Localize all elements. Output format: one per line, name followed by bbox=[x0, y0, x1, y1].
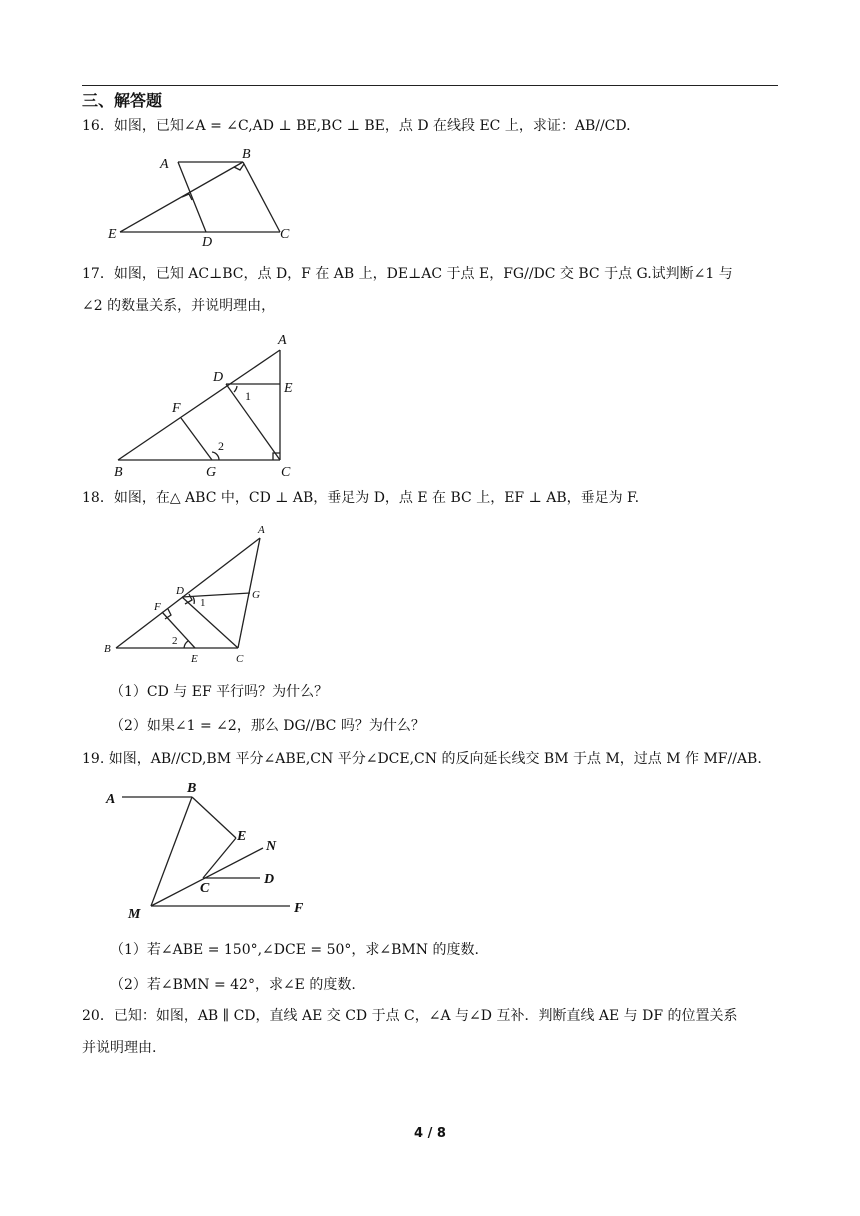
question-18-part2: （2）如果∠1 = ∠2，那么 DG//BC 吗？为什么？ bbox=[110, 718, 425, 734]
fig19-label-e: E bbox=[237, 829, 247, 844]
question-16-text: 16．如图，已知∠A = ∠C,AD ⊥ BE,BC ⊥ BE，点 D 在线段 EC 上，求证：AB//CD. bbox=[82, 118, 631, 134]
question-18-part1: （1）CD 与 EF 平行吗？为什么？ bbox=[110, 684, 329, 700]
fig19-label-n: N bbox=[266, 839, 277, 854]
figure-18 bbox=[100, 520, 275, 670]
fig18-label-g: G bbox=[252, 589, 260, 601]
fig18-label-2: 2 bbox=[172, 635, 178, 647]
fig16-label-c: C bbox=[280, 227, 290, 242]
fig19-label-b: B bbox=[187, 781, 197, 796]
fig16-label-d: D bbox=[202, 235, 213, 247]
fig18-label-d: D bbox=[176, 585, 184, 597]
fig16-label-b: B bbox=[242, 147, 251, 162]
fig17-label-b: B bbox=[114, 465, 123, 480]
fig18-label-1: 1 bbox=[200, 597, 206, 609]
question-20-line2: 并说明理由. bbox=[82, 1040, 157, 1056]
figure-16 bbox=[100, 142, 300, 247]
fig17-label-e: E bbox=[284, 381, 293, 396]
fig19-label-d: D bbox=[264, 872, 275, 887]
question-19-part1: （1）若∠ABE = 150°,∠DCE = 50°，求∠BMN 的度数. bbox=[110, 942, 479, 958]
page-number: 4 / 8 bbox=[414, 1126, 446, 1141]
question-20-line1: 20．已知：如图，AB ∥ CD，直线 AE 交 CD 于点 C，∠A 与∠D 互补．判断直线 AE 与 DF 的位置关系 bbox=[82, 1008, 738, 1024]
fig16-label-a: A bbox=[160, 157, 169, 172]
question-17-line1: 17．如图，已知 AC⊥BC，点 D，F 在 AB 上，DE⊥AC 于点 E，FG//DC 交 BC 于点 G.试判断∠1 与 bbox=[82, 266, 733, 282]
fig17-label-2: 2 bbox=[218, 439, 224, 453]
fig18-label-a: A bbox=[258, 524, 265, 536]
header-rule bbox=[82, 85, 778, 86]
figure-17 bbox=[106, 330, 306, 480]
fig17-label-g: G bbox=[206, 465, 217, 480]
fig19-label-m: M bbox=[128, 907, 141, 922]
fig17-label-1: 1 bbox=[245, 389, 251, 403]
fig19-label-a: A bbox=[106, 792, 116, 807]
question-19-part2: （2）若∠BMN = 42°，求∠E 的度数. bbox=[110, 977, 356, 993]
question-17-line2: ∠2 的数量关系，并说明理由， bbox=[82, 298, 276, 314]
fig19-label-c: C bbox=[200, 881, 210, 896]
fig19-label-f: F bbox=[294, 901, 304, 916]
figure-19 bbox=[100, 778, 320, 928]
fig17-label-f: F bbox=[172, 401, 181, 416]
question-19-text: 19. 如图，AB//CD,BM 平分∠ABE,CN 平分∠DCE,CN 的反向延长线交 BM 于点 M，过点 M 作 MF//AB. bbox=[82, 751, 762, 767]
fig18-label-e: E bbox=[191, 653, 198, 665]
question-18-text: 18．如图，在△ ABC 中，CD ⊥ AB，垂足为 D，点 E 在 BC 上，EF ⊥ AB，垂足为 F. bbox=[82, 490, 640, 506]
fig18-label-b: B bbox=[104, 643, 111, 655]
section-title: 三、解答题 bbox=[82, 91, 163, 110]
fig17-label-a: A bbox=[278, 333, 287, 348]
fig17-label-c: C bbox=[281, 465, 291, 480]
fig17-label-d: D bbox=[213, 370, 224, 385]
fig18-label-f: F bbox=[154, 601, 161, 613]
fig16-label-e: E bbox=[108, 227, 117, 242]
fig18-label-c: C bbox=[236, 653, 244, 665]
